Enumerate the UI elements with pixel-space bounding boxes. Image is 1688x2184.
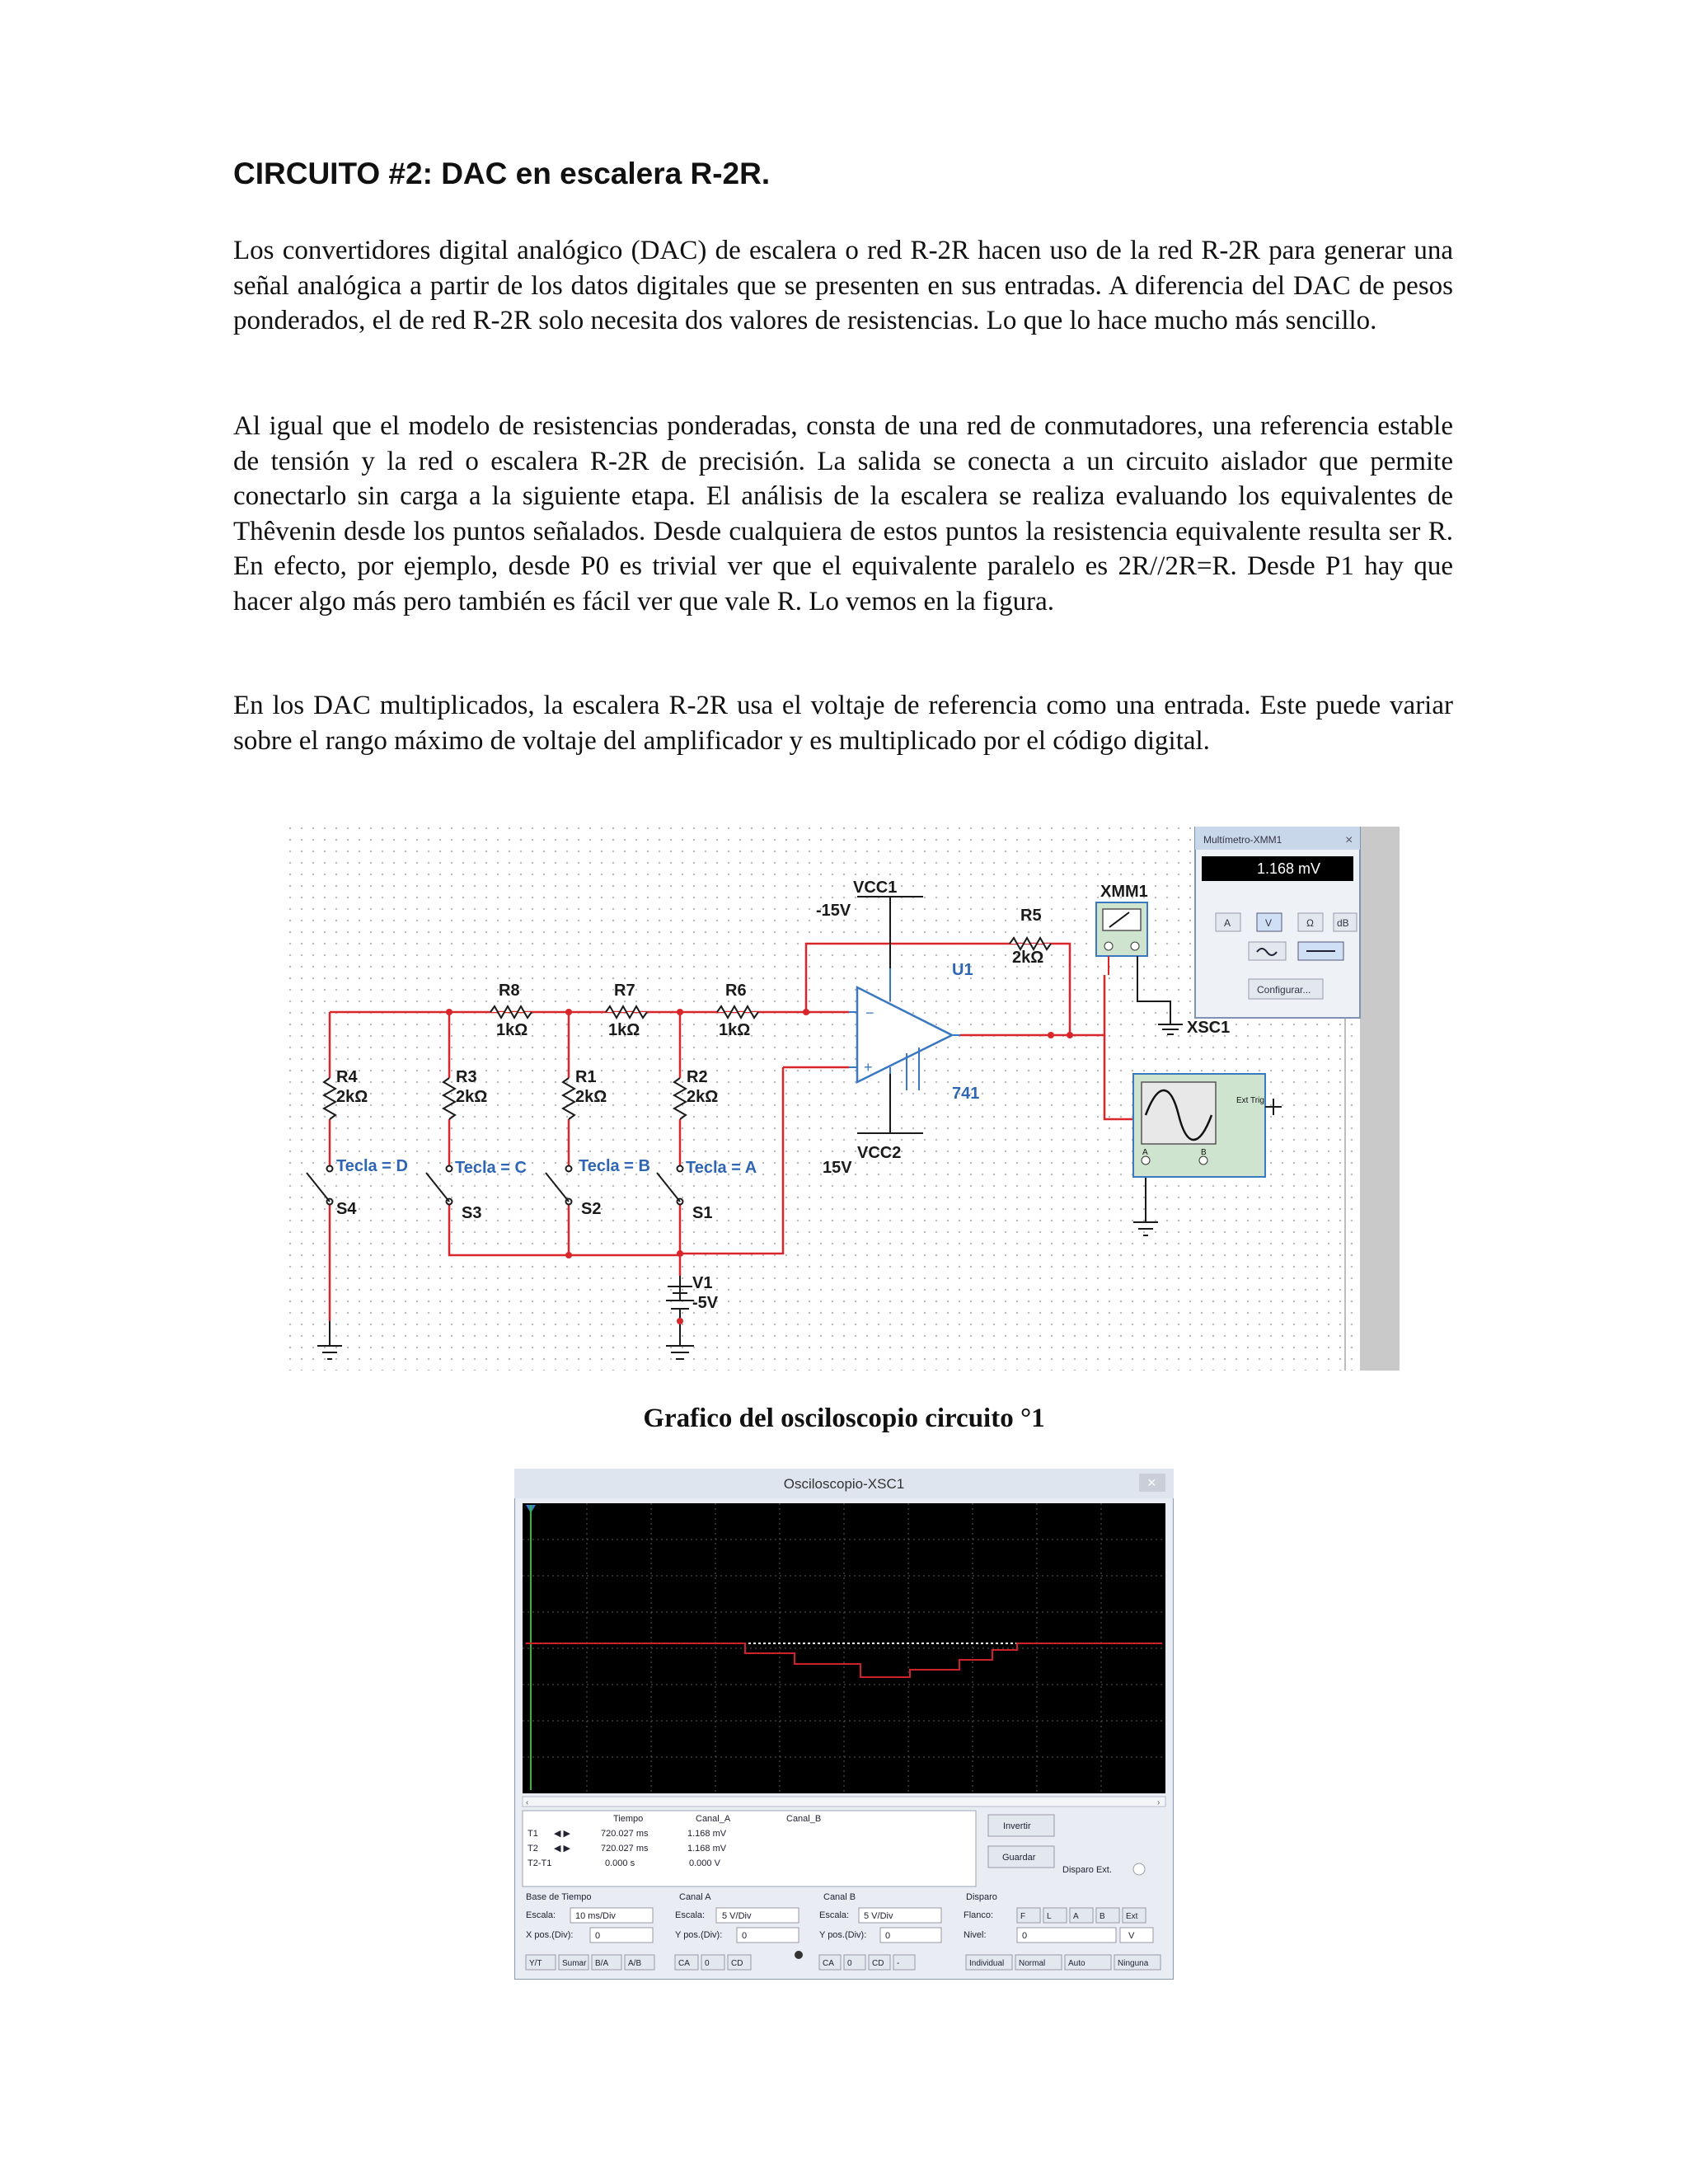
r4-value: 2kΩ [336,1088,368,1106]
channel-b-coupling-label-3: - [897,1959,900,1968]
r8-name: R8 [499,982,520,1000]
row-t1-label: T1 [528,1829,538,1839]
header-time: Tiempo [613,1814,644,1824]
timebase-mode-label-2: B/A [595,1959,609,1968]
opamp-model: 741 [952,1085,980,1103]
trigger-mode-label-2: Auto [1068,1959,1085,1968]
scroll-left-icon[interactable]: ‹ [526,1798,529,1807]
channel-b-title: Canal B [823,1892,856,1902]
channel-a-marker-icon [795,1951,803,1959]
oscilloscope-window[interactable] [514,1469,1174,1980]
vcc2-value-display: 15V [823,1159,852,1177]
oscilloscope-icon[interactable] [1133,1074,1282,1177]
svg-text:+: + [864,1059,873,1076]
paragraph-3: En los DAC multiplicados, la escalera R-2R usa el voltaje de referencia como una entrada. Este puede variar sobre el rango máximo de voltaje del amplificador y es multiplicado por el código digital. [233,691,1453,756]
oscilloscope-figure [514,1469,1174,1980]
scope-ext-trig-label: Ext Trig [1236,1096,1264,1105]
vcc1-label: VCC1 [853,879,898,897]
channel-a-ypos-label: Y pos.(Div): [675,1930,723,1940]
multimeter-close-icon[interactable]: × [1345,833,1353,847]
s1-name: S1 [692,1204,713,1222]
figure-caption: Grafico del osciloscopio circuito °1 [643,1404,1045,1433]
switch-b-key: Tecla = B [579,1157,650,1175]
svg-text:−: − [865,1005,874,1021]
scroll-right-icon[interactable]: › [1157,1798,1160,1807]
trigger-edge-label-2: A [1073,1912,1079,1921]
r7-name: R7 [614,982,635,1000]
channel-a-scale-value: 5 V/Div [722,1911,752,1921]
section-heading: CIRCUITO #2: DAC en escalera R-2R. [233,157,771,190]
multimeter-reading: 1.168 mV [1257,860,1321,877]
paragraph-1: Los convertidores digital analógico (DAC) de escalera o red R-2R hacen uso de la red R-2R para generar una señal analógica a partir de los datos digitales que se presenten en sus entradas. A diferencia del DAC de pesos ponderados, el de red R-2R solo necesita dos valores de resistencias. Lo que lo hace mucho más sencillo. [233,236,1453,335]
xsc-label: XSC1 [1187,1019,1231,1037]
switch-a-key: Tecla = A [686,1159,757,1177]
row-diff-label: T2-T1 [528,1858,552,1868]
row-t1-time: 720.027 ms [601,1829,649,1839]
channel-b-coupling-label-1: 0 [847,1959,852,1968]
channel-a-coupling-label-0: CA [678,1959,690,1968]
invert-label: Invertir [1003,1821,1031,1831]
r6-name: R6 [725,982,747,1000]
scope-scrollbar[interactable] [523,1797,1165,1807]
trigger-mode-label-1: Normal [1019,1959,1046,1968]
timebase-xpos-label: X pos.(Div): [526,1930,574,1940]
switch-c-key: Tecla = C [455,1159,527,1177]
channel-a-scale-label: Escala: [675,1910,706,1920]
multimeter-window[interactable] [1195,827,1360,1018]
timebase-mode-label-1: Sumar [562,1959,587,1968]
mm-voltmeter-label: V [1265,917,1273,929]
switch-d-key: Tecla = D [336,1157,408,1175]
r5-name: R5 [1020,907,1042,925]
multimeter-title: Multímetro-XMM1 [1203,834,1282,846]
r2-value: 2kΩ [687,1088,719,1106]
vcc2-label: VCC2 [857,1144,902,1162]
channel-b-coupling-label-2: CD [872,1959,884,1968]
channel-b-coupling-label-0: CA [823,1959,834,1968]
mm-ammeter-label: A [1224,917,1231,929]
scrollbar[interactable] [1360,827,1400,1371]
cursor-t2-arrows-icon[interactable]: ◀ ▶ [554,1844,570,1854]
s3-name: S3 [462,1204,482,1222]
mm-db-label: dB [1337,917,1349,929]
trigger-level-label: Nivel: [964,1930,987,1940]
r1-value: 2kΩ [575,1088,607,1106]
row-diff-a: 0.000 V [689,1858,720,1868]
channel-b-scale-value: 5 V/Div [864,1911,893,1921]
r5-value: 2kΩ [1012,949,1044,967]
trigger-mode-label-0: Individual [969,1959,1005,1968]
circuit-schematic [288,827,1400,1371]
row-t2-time: 720.027 ms [601,1844,649,1854]
trigger-edge-label: Flanco: [964,1910,994,1920]
v1-name: V1 [692,1274,713,1292]
trigger-level-value: 0 [1022,1931,1028,1941]
scope-channel-b-label: B [1201,1148,1207,1157]
r3-value: 2kΩ [456,1088,488,1106]
trigger-unit-select[interactable] [1120,1928,1153,1943]
opamp-name: U1 [952,961,973,979]
xmm-label: XMM1 [1100,883,1148,901]
vcc1-value: -15V [816,902,851,920]
channel-a-coupling-label-2: CD [731,1959,743,1968]
timebase-xpos-value: 0 [595,1931,601,1941]
r2-name: R2 [687,1068,708,1086]
channel-a-coupling-label-1: 0 [705,1959,710,1968]
channel-a-title: Canal A [679,1892,711,1902]
circuit-schematic-figure [288,827,1400,1371]
row-t2-a: 1.168 mV [687,1844,727,1854]
header-channel-b: Canal_B [786,1814,822,1824]
s4-name: S4 [336,1200,357,1218]
timebase-title: Base de Tiempo [526,1892,592,1902]
channel-a-ypos-value: 0 [742,1931,748,1941]
timebase-scale-label: Escala: [526,1910,556,1920]
r6-value: 1kΩ [719,1021,751,1039]
trigger-edge-label-1: L [1047,1912,1052,1921]
ext-trigger-label: Disparo Ext. [1062,1865,1112,1875]
scope-title: Osciloscopio-XSC1 [783,1476,905,1492]
mm-ac-button[interactable] [1249,942,1286,960]
trigger-title: Disparo [966,1892,997,1902]
s2-name: S2 [581,1200,602,1218]
row-t2-label: T2 [528,1844,538,1854]
timebase-mode-label-0: Y/T [529,1959,542,1968]
r3-name: R3 [456,1068,477,1086]
v1-value: -5V [692,1294,719,1312]
trigger-edge-label-3: B [1100,1912,1105,1921]
channel-b-scale-label: Escala: [819,1910,850,1920]
channel-b-ypos-label: Y pos.(Div): [819,1930,867,1940]
row-t1-a: 1.168 mV [687,1829,727,1839]
timebase-mode-label-3: A/B [628,1959,642,1968]
r8-value: 1kΩ [496,1021,528,1039]
trigger-level-field[interactable] [1017,1928,1116,1943]
mm-ohmmeter-label: Ω [1306,917,1314,929]
paragraph-2: Al igual que el modelo de resistencias ponderadas, consta de una red de conmutadores, una referencia estable de tensión y la red o escalera R-2R de precisión. La salida se conecta a un circuito aislador que permite conectarlo sin carga a la siguiente etapa. El análisis de la escalera se realiza evaluando los equivalentes de Thêvenin desde los puntos señalados. Desde cualquiera de estos puntos la resistencia equivalente resulta ser R. En efecto, por ejemplo, desde P0 es trivial ver que el equivalente paralelo es 2R//2R=R. Desde P1 hay que hacer algo más pero también es fácil ver que vale R. Lo vemos en la figura. [233,411,1453,616]
close-icon: × [1147,1474,1156,1491]
trigger-edge-label-4: Ext [1126,1912,1138,1921]
save-label: Guardar [1002,1853,1036,1863]
r1-name: R1 [575,1068,597,1086]
trigger-mode-label-3: Ninguna [1118,1959,1149,1968]
row-diff-time: 0.000 s [605,1858,635,1868]
ext-trigger-radio[interactable] [1133,1863,1145,1875]
mm-configure-label: Configurar... [1257,984,1311,996]
timebase-scale-value: 10 ms/Div [575,1911,616,1921]
r4-name: R4 [336,1068,358,1086]
trigger-edge-label-0: F [1020,1912,1026,1921]
scope-channel-a-label: A [1142,1148,1148,1157]
channel-b-ypos-value: 0 [885,1931,891,1941]
r7-value: 1kΩ [608,1021,640,1039]
header-channel-a: Canal_A [696,1814,731,1824]
cursor-t1-arrows-icon[interactable]: ◀ ▶ [554,1829,570,1839]
trigger-unit-value: V [1128,1931,1135,1941]
